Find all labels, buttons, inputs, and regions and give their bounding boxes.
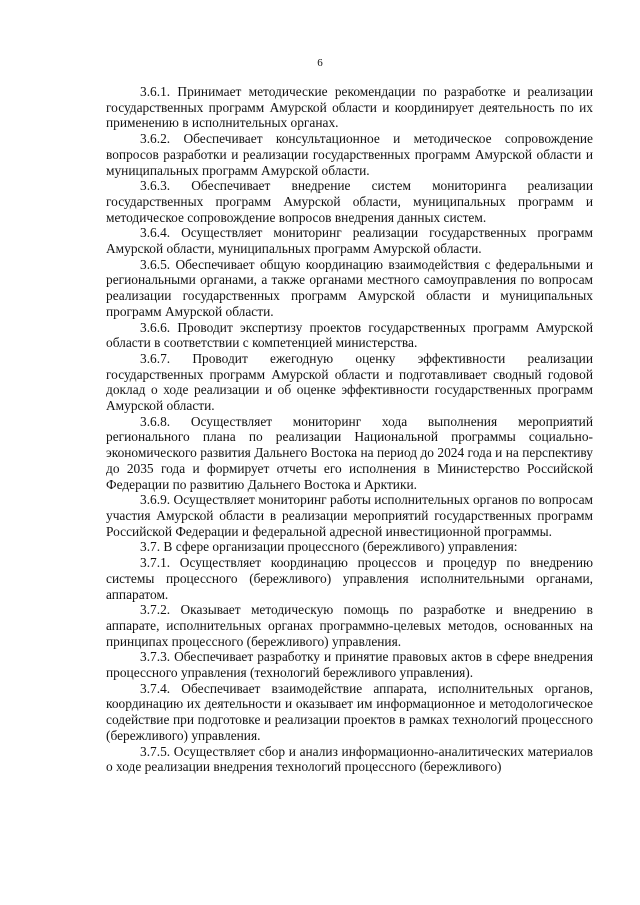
document-body — [106, 84, 593, 775]
paragraph-3-6-3: 3.6.3. Обеспечивает внедрение систем мониторинга реализации государственных программ Амурской области, муниципальных программ и методическое сопровождение вопросов внедрения данных систем. — [106, 178, 593, 225]
paragraph-3-6-4: 3.6.4. Осуществляет мониторинг реализации государственных программ Амурской области, муниципальных программ Амурской области. — [106, 225, 593, 257]
paragraph-3-6-6: 3.6.6. Проводит экспертизу проектов государственных программ Амурской области в соответствии с компетенцией министерства. — [106, 319, 593, 351]
paragraph-3-6-1: 3.6.1. Принимает методические рекомендации по разработке и реализации государственных программ Амурской области и координирует деятельность по их применению в исполнительных органах. — [106, 84, 593, 131]
paragraph-3-6-2: 3.6.2. Обеспечивает консультационное и методическое сопровождение вопросов разработки и реализации государственных программ Амурской области и муниципальных программ Амурской области. — [106, 131, 593, 178]
paragraph-3-7: 3.7. В сфере организации процессного (бережливого) управления: — [140, 539, 518, 555]
paragraph-3-6-8: 3.6.8. Осуществляет мониторинг хода выполнения мероприятий регионального плана по реализации Национальной программы социально-экономического развития Дальнего Востока на период до 2024 года и на перспективу до 2035 года и формирует отчеты его исполнения в Министерство Российской Федерации по развитию Дальнего Востока и Арктики. — [106, 413, 593, 492]
paragraph-3-6-9: 3.6.9. Осуществляет мониторинг работы исполнительных органов по вопросам участия Амурской области в реализации мероприятий государственных программ Российской Федерации и федеральной адресной инвестиционной программы. — [106, 492, 593, 539]
paragraph-3-7-4: 3.7.4. Обеспечивает взаимодействие аппарата, исполнительных органов, координацию их деятельности и оказывает им информационное и методологическое содействие при подготовке и реализации проектов в рамках технологий процессного (бережливого) управления. — [106, 680, 593, 743]
paragraph-3-7-1: 3.7.1. Осуществляет координацию процессов и процедур по внедрению системы процессного (бережливого) управления исполнительными органами, аппаратом. — [106, 555, 593, 602]
page-number: 6 — [317, 57, 323, 69]
paragraph-3-7-3: 3.7.3. Обеспечивает разработку и принятие правовых актов в сфере внедрения процессного управления (технологий бережливого управления). — [106, 649, 593, 681]
paragraph-3-7-2: 3.7.2. Оказывает методическую помощь по разработке и внедрению в аппарате, исполнительных органах программно-целевых методов, основанных на принципах процессного (бережливого) управления. — [106, 602, 593, 649]
paragraph-3-7-5: 3.7.5. Осуществляет сбор и анализ информационно-аналитических материалов о ходе реализации внедрения технологий процессного (бережливого) — [106, 743, 593, 775]
paragraph-3-6-7: 3.6.7. Проводит ежегодную оценку эффективности реализации государственных программ Амурской области и подготавливает сводный годовой доклад о ходе реализации и об оценке эффективности государственных программ Амурской области. — [106, 350, 593, 414]
paragraph-3-6-5: 3.6.5. Обеспечивает общую координацию взаимодействия с федеральными и региональными органами, а также органами местного самоуправления по вопросам реализации государственных программ Амурской области и муниципальных программ Амурской области. — [106, 256, 593, 319]
